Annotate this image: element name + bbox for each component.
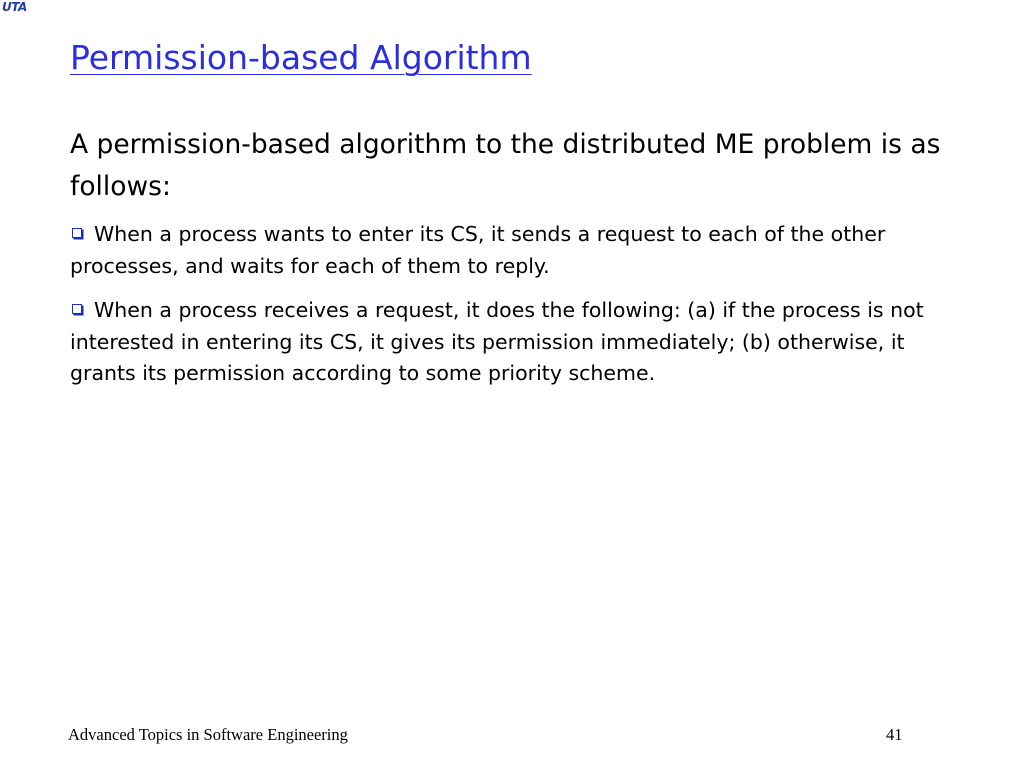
bullet-item bbox=[70, 219, 950, 282]
bullet-text: When a process wants to enter its CS, it sends a request to each of the other processes, and waits for each of them to reply. bbox=[70, 222, 886, 278]
uta-logo: UTA bbox=[2, 0, 27, 14]
bullet-text: When a process receives a request, it does the following: (a) if the process is not interested in entering its CS, it gives its permission immediately; (b) otherwise, it grants its permission according to some priority scheme. bbox=[70, 298, 924, 385]
intro-paragraph: A permission-based algorithm to the distributed ME problem is as follows: bbox=[70, 129, 941, 202]
slide-title: Permission-based Algorithm bbox=[70, 38, 532, 77]
square-bullet-icon bbox=[72, 228, 82, 238]
page-number: 41 bbox=[886, 725, 903, 744]
bullet-item bbox=[70, 295, 950, 390]
footer-course-name: Advanced Topics in Software Engineering bbox=[68, 725, 348, 744]
square-bullet-icon bbox=[72, 304, 82, 314]
